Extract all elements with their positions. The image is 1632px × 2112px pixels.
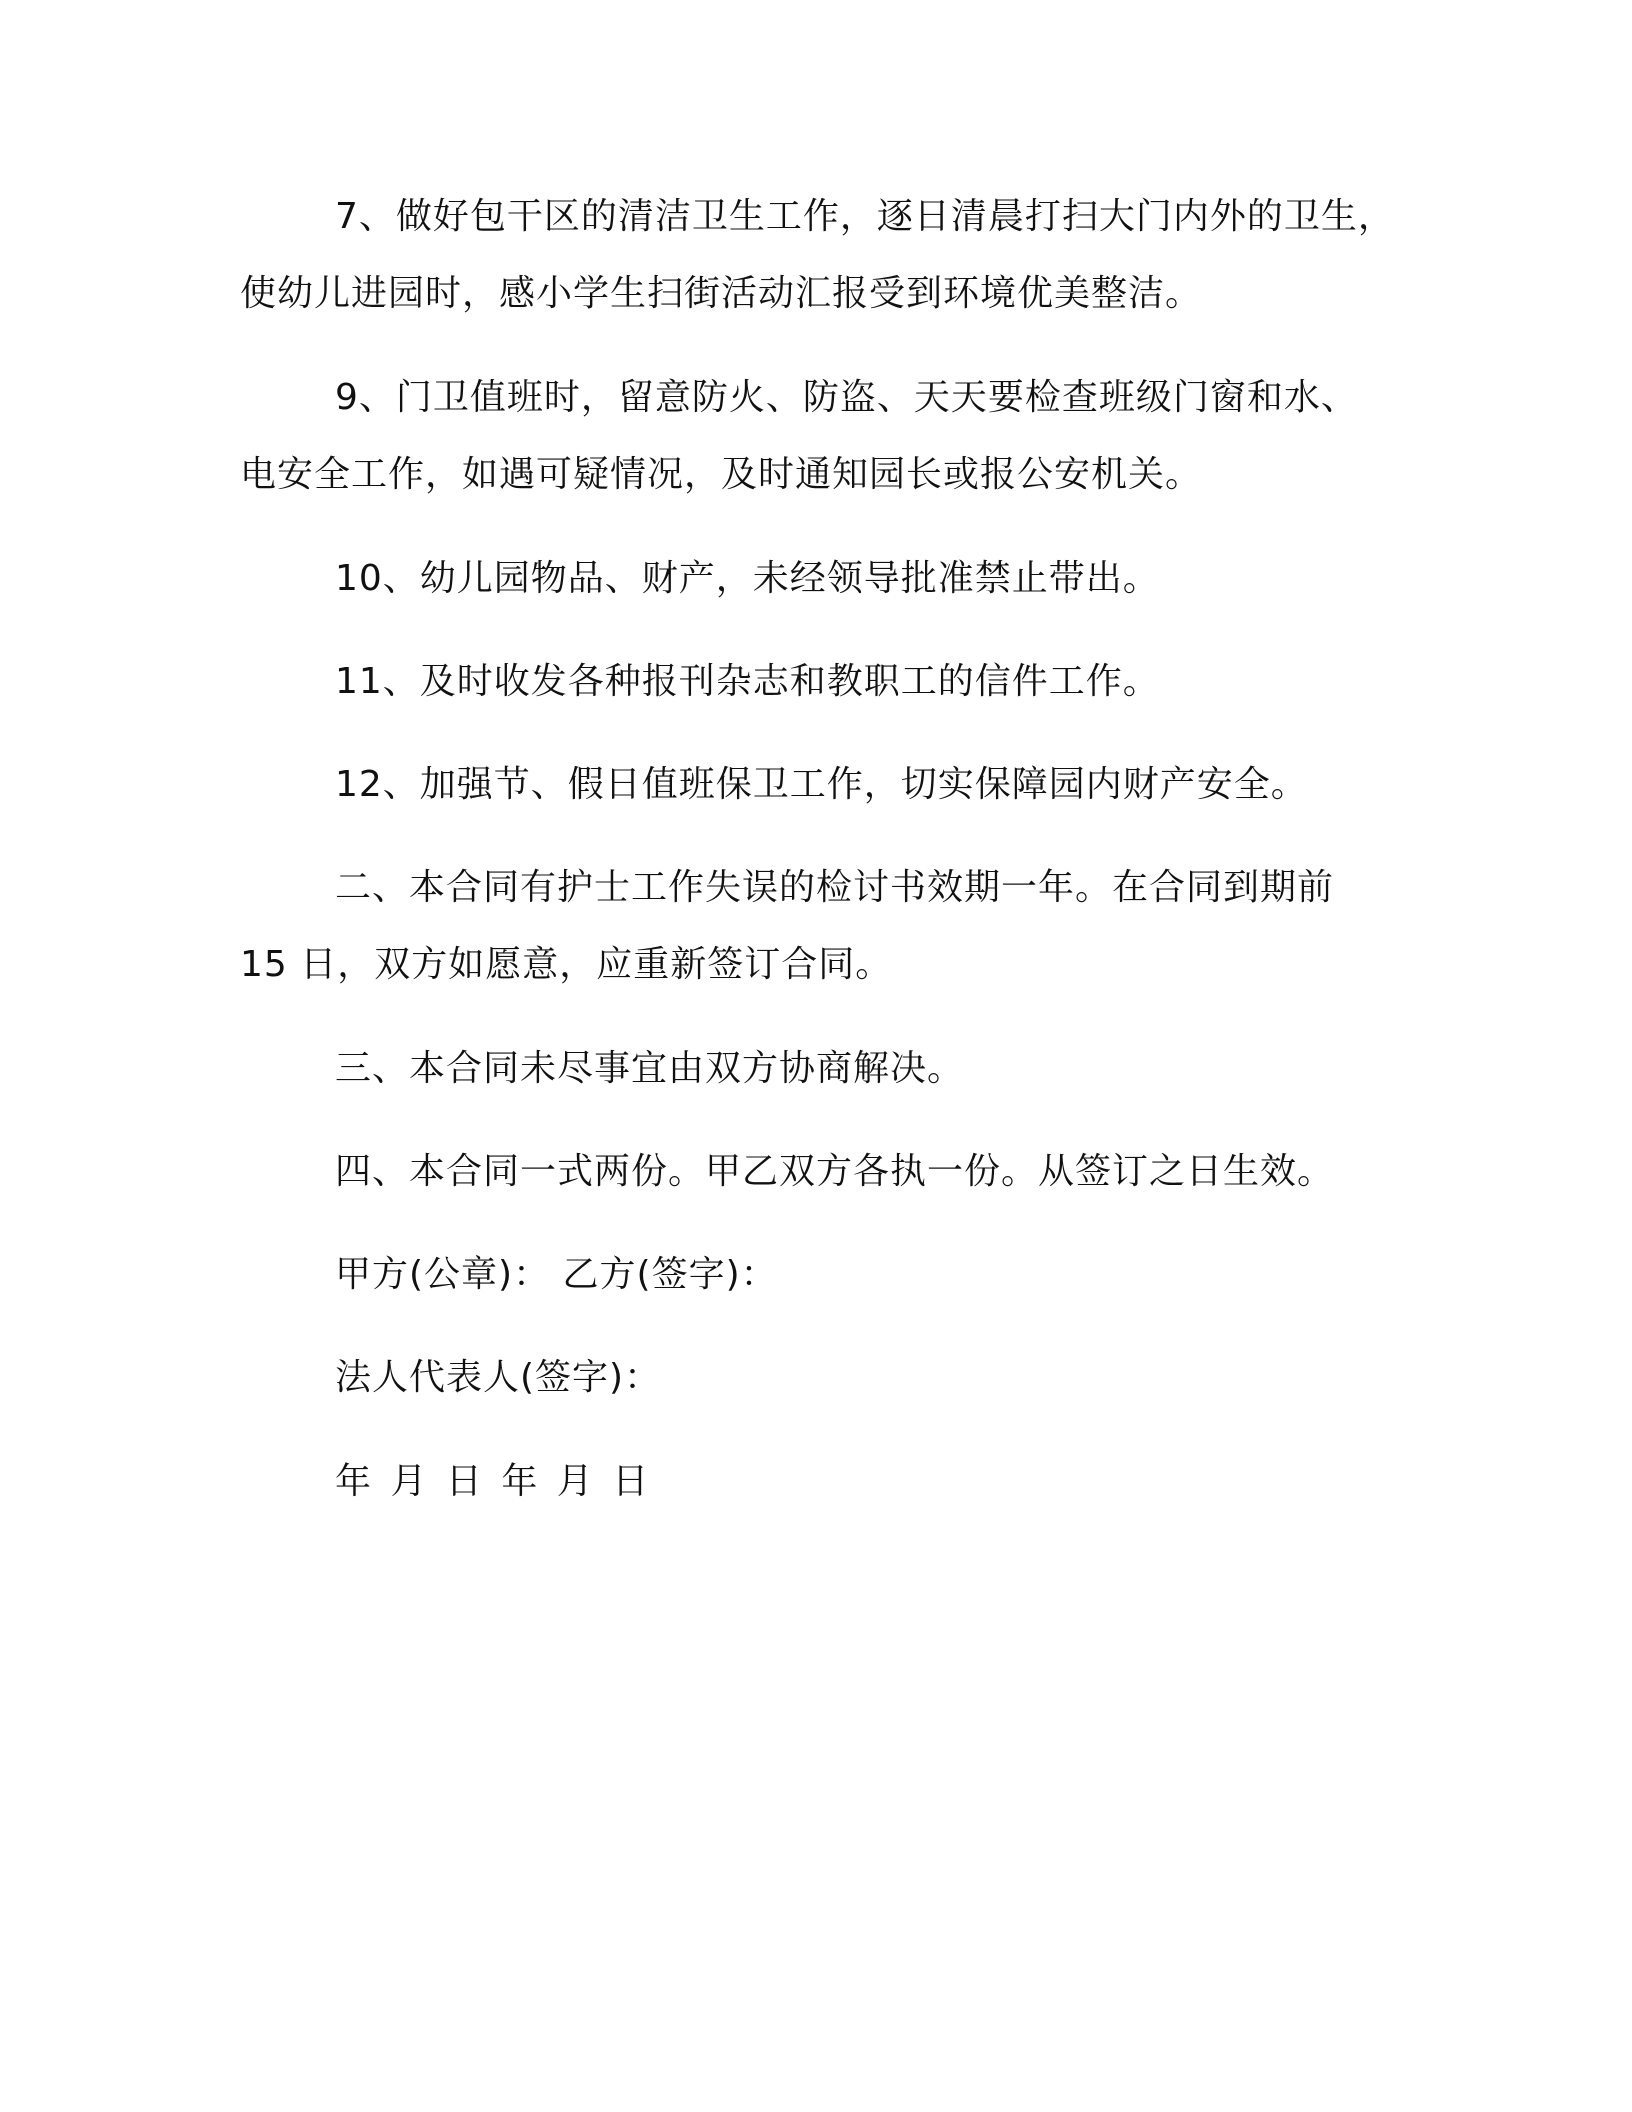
clause-11: 11、及时收发各种报刊杂志和教职工的信件工作。 [335, 661, 1160, 702]
clause-9-line-2: 电安全工作，如遇可疑情况，及时通知园长或报公安机关。 [240, 454, 1203, 495]
section-3: 三、本合同未尽事宜由双方协商解决。 [335, 1048, 965, 1089]
clause-12: 12、加强节、假日值班保卫工作，切实保障园内财产安全。 [335, 764, 1308, 805]
section-4: 四、本合同一式两份。甲乙双方各执一份。从签订之日生效。 [335, 1151, 1335, 1192]
clause-7-line-2: 使幼儿进园时，感小学生扫街活动汇报受到环境优美整洁。 [240, 273, 1203, 314]
clause-7-line-1: 7、做好包干区的清洁卫生工作，逐日清晨打扫大门内外的卫生， [335, 196, 1395, 237]
section-2-line-2: 15 日，双方如愿意，应重新签订合同。 [240, 944, 893, 985]
clause-9-line-1: 9、门卫值班时，留意防火、防盗、天天要检查班级门窗和水、 [335, 377, 1358, 418]
signature-parties: 甲方(公章)： 乙方(签字)： [335, 1254, 778, 1295]
clause-10: 10、幼儿园物品、财产，未经领导批准禁止带出。 [335, 558, 1160, 599]
section-2-line-1: 二、本合同有护士工作失误的检讨书效期一年。在合同到期前 [335, 867, 1335, 908]
signature-dates: 年 月 日 年 月 日 [335, 1461, 653, 1502]
legal-representative-signature: 法人代表人(签字)： [335, 1357, 662, 1398]
